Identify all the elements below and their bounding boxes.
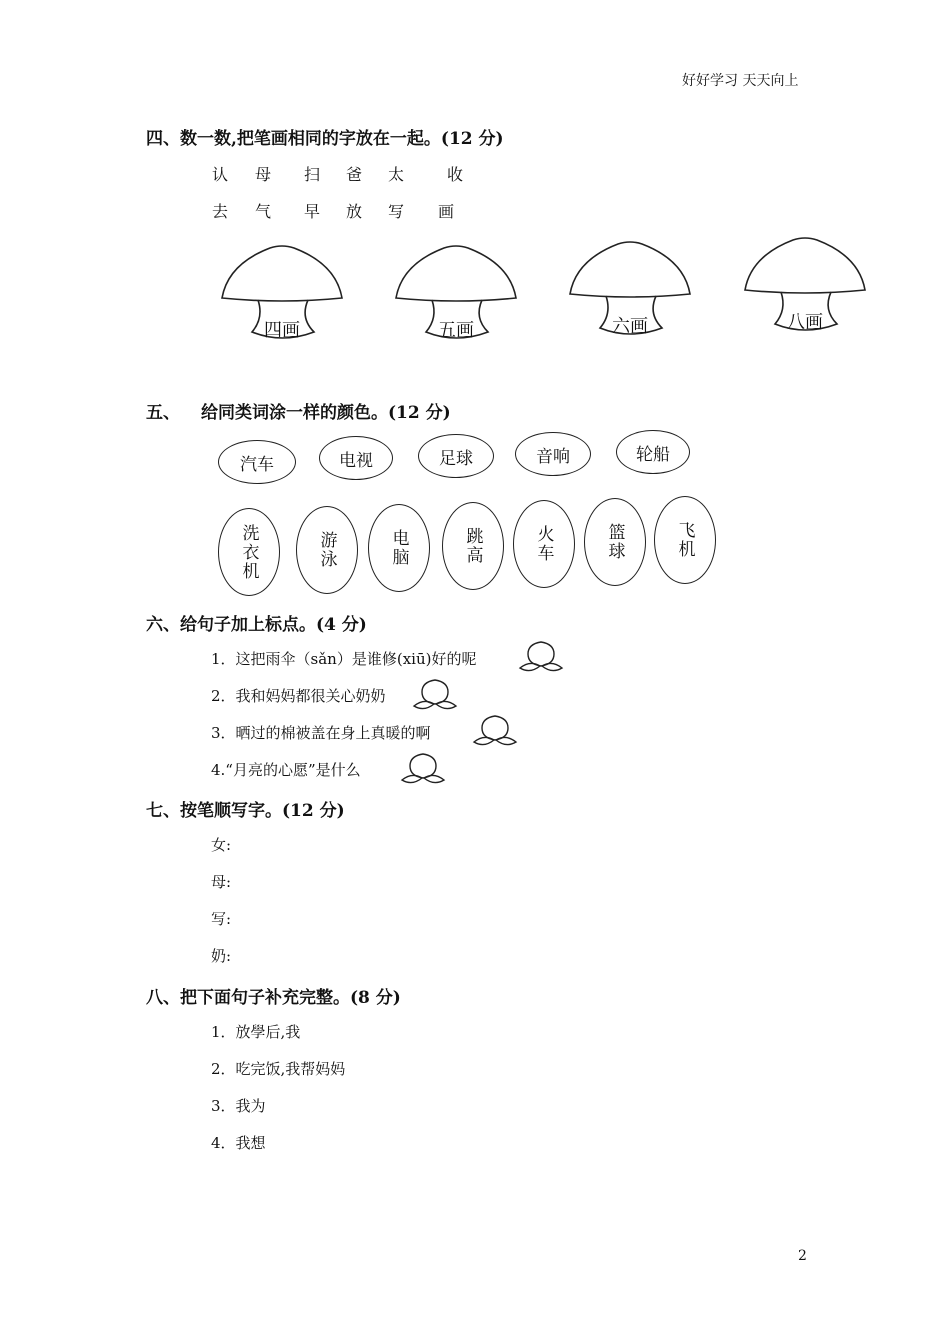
word-label: 跳高 [462, 527, 483, 565]
mushroom-five-strokes [392, 240, 520, 348]
word-oval[interactable] [319, 436, 393, 480]
char-row2: 画 [438, 202, 455, 221]
char-row1: 扫 [304, 165, 321, 184]
mushroom-label: 八画 [787, 312, 823, 333]
mushroom-six-strokes [566, 236, 694, 344]
mushroom-label: 五画 [438, 320, 474, 341]
char-row1: 爸 [346, 165, 363, 184]
word-label: 飞机 [674, 521, 695, 559]
section6-title: 六、给句子加上标点。(4 分) [146, 615, 367, 635]
word-label: 电脑 [388, 529, 409, 567]
word-oval[interactable] [418, 434, 494, 478]
peach-icon[interactable] [412, 676, 458, 712]
word-oval-tall[interactable] [654, 496, 716, 584]
word-oval[interactable] [616, 430, 690, 474]
punctuation-sentence: 1．这把雨伞（sǎn）是谁修(xiū)好的呢 [211, 650, 477, 668]
sentence-completion-item: 1．放學后,我 [211, 1023, 301, 1041]
stroke-order-item: 女: [211, 836, 232, 854]
word-label: 轮船 [636, 444, 670, 465]
word-label: 足球 [439, 448, 473, 469]
section5-title: 给同类词涂一样的颜色。(12 分) [201, 403, 451, 423]
char-row2: 气 [255, 202, 272, 221]
section4-title: 四、数一数,把笔画相同的字放在一起。(12 分) [146, 129, 504, 149]
mushroom-four-strokes [218, 240, 346, 348]
punctuation-sentence: 4.“月亮的心愿”是什么 [211, 761, 361, 779]
section5-number: 五、 [146, 403, 180, 423]
page-number: 2 [798, 1248, 807, 1264]
stroke-order-item: 奶: [211, 947, 232, 965]
char-row2: 放 [346, 202, 363, 221]
char-row1: 太 [388, 165, 405, 184]
mushroom-label: 六画 [612, 316, 648, 337]
peach-icon[interactable] [518, 638, 564, 674]
sentence-completion-item: 3．我为 [211, 1097, 266, 1115]
word-oval-tall[interactable] [584, 498, 646, 586]
stroke-order-item: 母: [211, 873, 232, 891]
word-oval[interactable] [218, 440, 296, 484]
word-label: 火车 [533, 525, 554, 563]
word-label: 篮球 [604, 523, 625, 561]
sentence-completion-item: 4．我想 [211, 1134, 266, 1152]
section7-title: 七、按笔顺写字。(12 分) [146, 801, 345, 821]
char-row1: 认 [212, 165, 229, 184]
header-motto: 好好学习 天天向上 [682, 73, 799, 89]
word-label: 电视 [339, 450, 373, 471]
char-row2: 去 [212, 202, 229, 221]
word-label: 汽车 [240, 454, 274, 475]
mushroom-label: 四画 [264, 320, 300, 341]
word-oval-tall[interactable] [442, 502, 504, 590]
char-row2: 早 [304, 202, 321, 221]
word-label: 音响 [536, 446, 570, 467]
char-row1: 母 [255, 165, 272, 184]
section8-title: 八、把下面句子补充完整。(8 分) [146, 988, 401, 1008]
peach-icon[interactable] [472, 712, 518, 748]
word-label: 游泳 [316, 531, 337, 569]
word-oval-tall[interactable] [513, 500, 575, 588]
char-row1: 收 [447, 165, 464, 184]
word-oval-tall[interactable] [368, 504, 430, 592]
char-row2: 写 [388, 202, 405, 221]
word-label: 洗衣机 [238, 523, 259, 581]
sentence-completion-item: 2．吃完饭,我帮妈妈 [211, 1060, 346, 1078]
word-oval-tall[interactable] [296, 506, 358, 594]
stroke-order-item: 写: [211, 910, 232, 928]
punctuation-sentence: 3．晒过的棉被盖在身上真暖的啊 [211, 724, 431, 742]
mushroom-eight-strokes [741, 232, 869, 340]
peach-icon[interactable] [400, 750, 446, 786]
punctuation-sentence: 2．我和妈妈都很关心奶奶 [211, 687, 386, 705]
word-oval-tall[interactable] [218, 508, 280, 596]
word-oval[interactable] [515, 432, 591, 476]
